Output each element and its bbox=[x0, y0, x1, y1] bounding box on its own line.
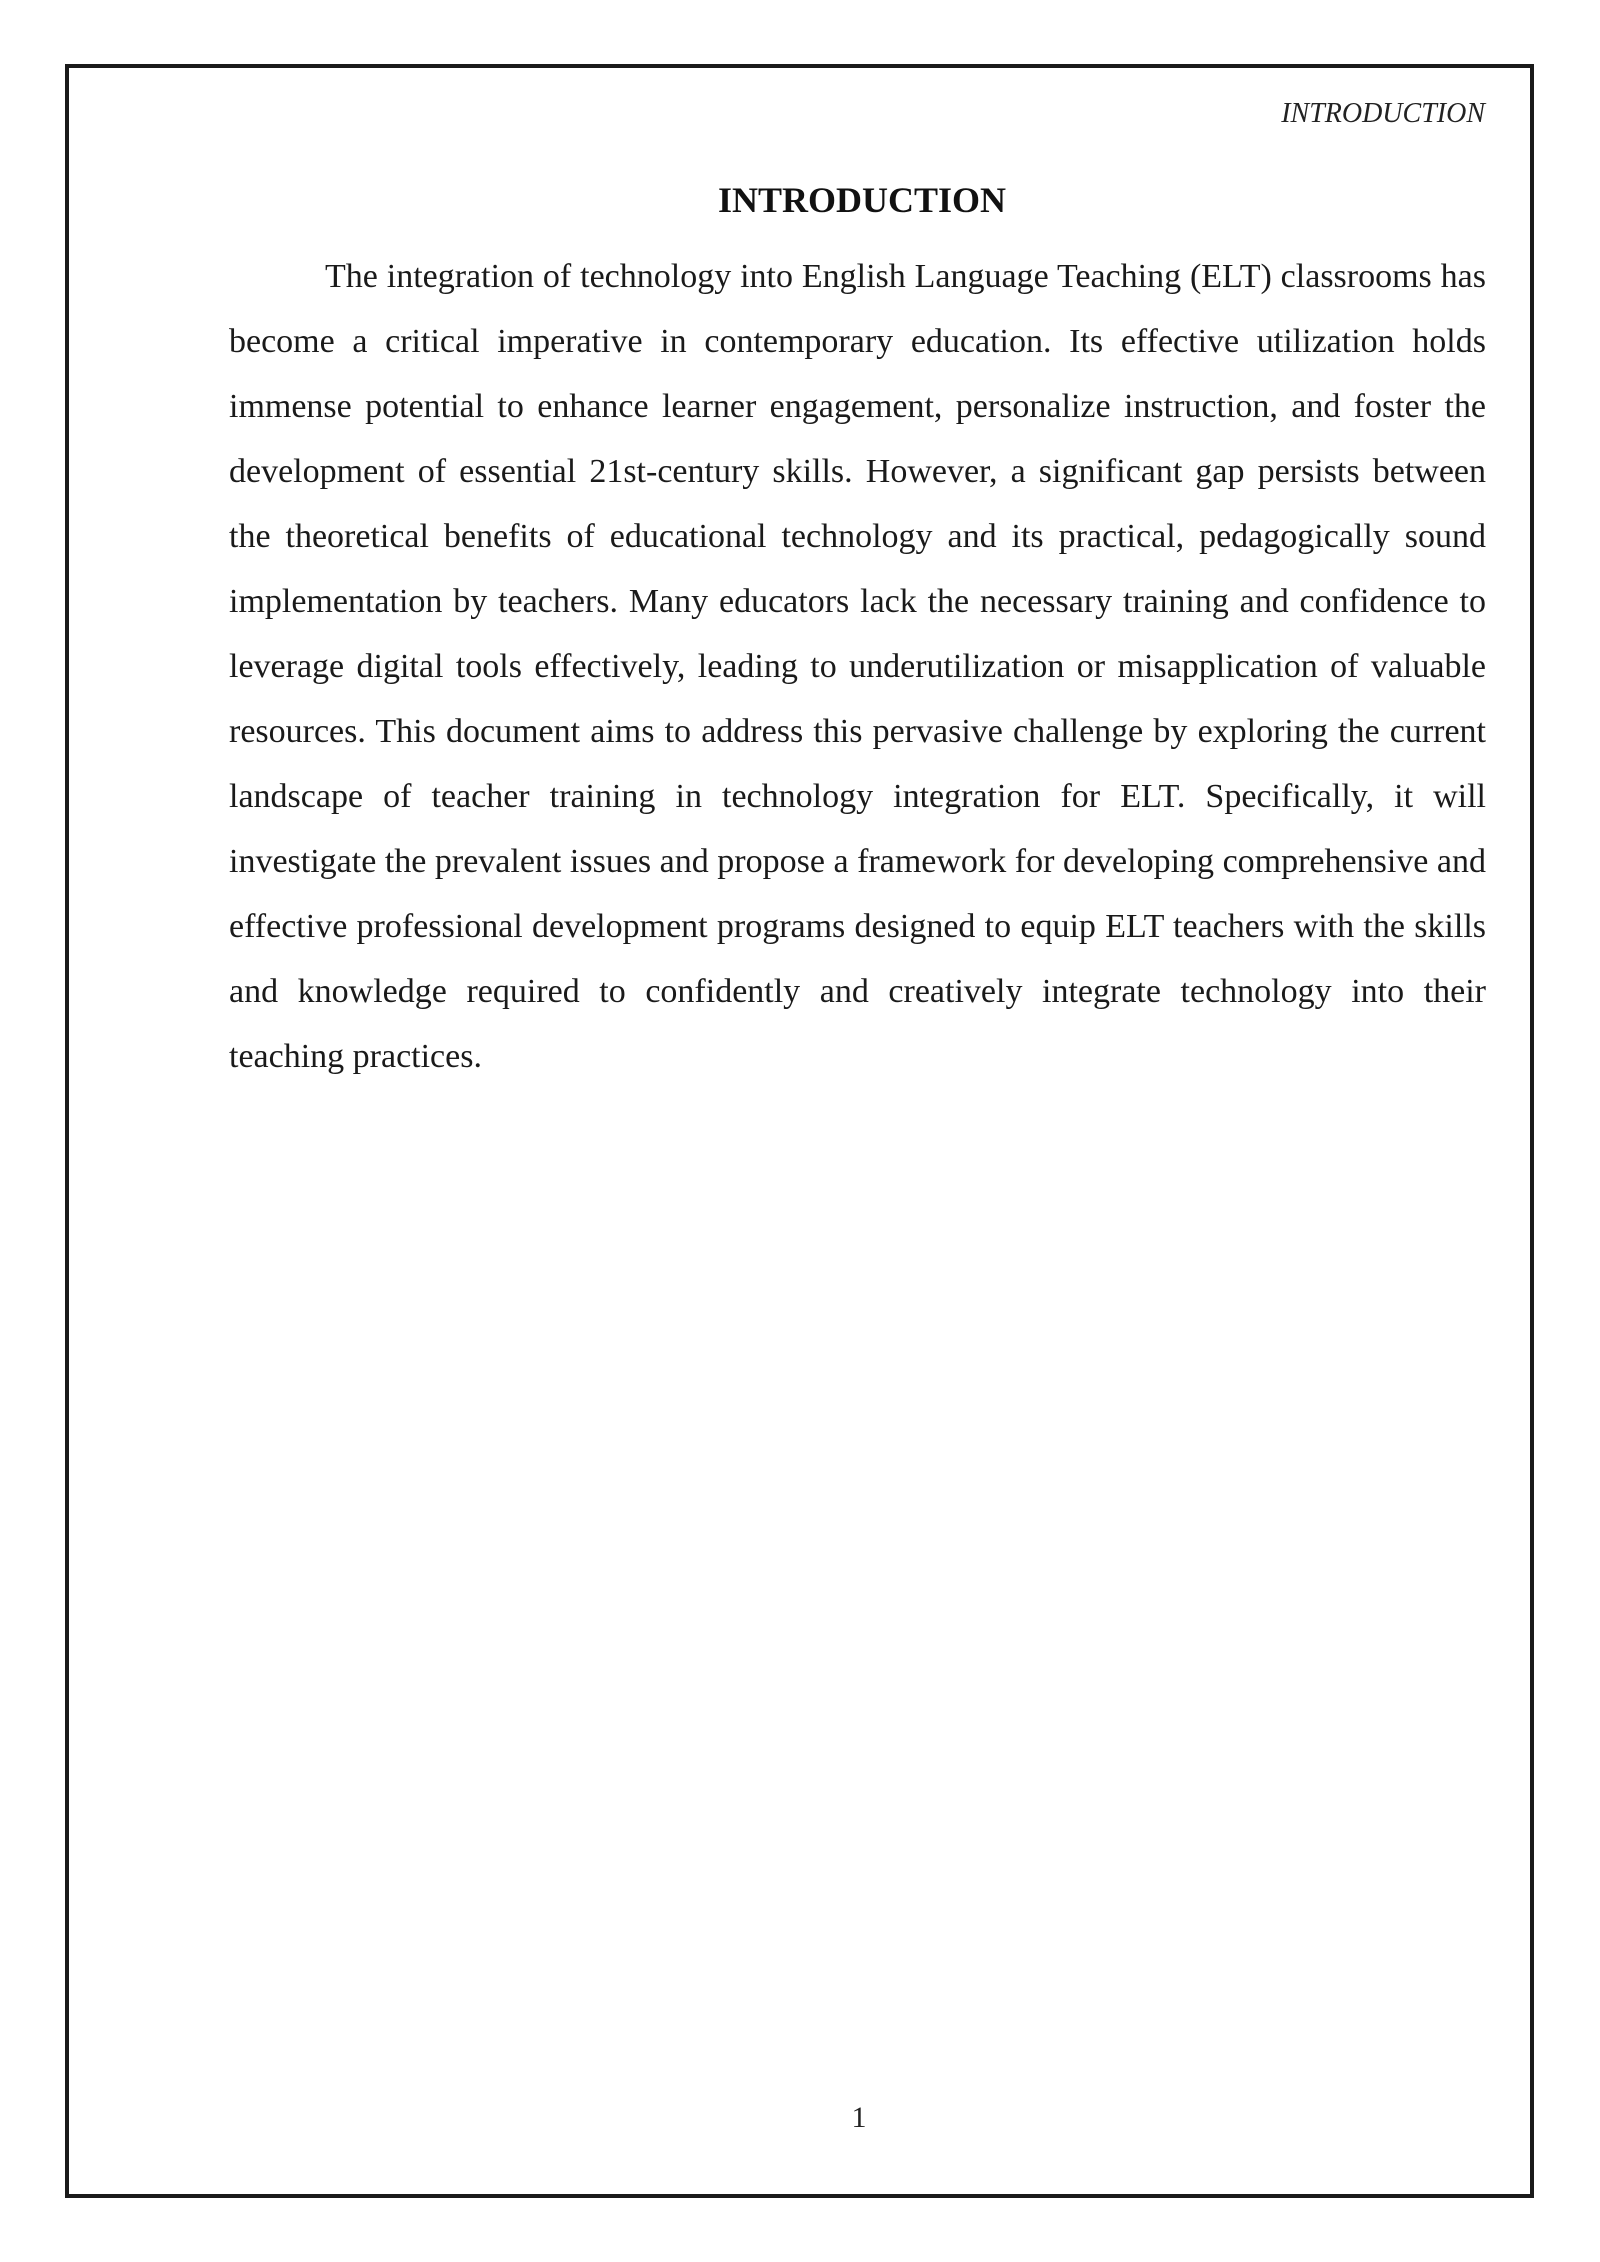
page-number: 1 bbox=[851, 2101, 867, 2134]
running-header: INTRODUCTION bbox=[1281, 98, 1485, 129]
page-title: INTRODUCTION bbox=[717, 180, 1007, 221]
body-paragraph: The integration of technology into English Language Teaching (ELT) classrooms has become a critical imperative in contemporary education. Its effective utilization holds immense potential to enhance learner engagement, personalize instruction, and foster the development of essential 21st-century skills. However, a significant gap persists between the theoretical benefits of educational technology and its practical, pedagogically sound implementation by teachers. Many educators lack the necessary training and confidence to leverage digital tools effectively, leading to underutilization or misapplication of valuable resources. This document aims to address this pervasive challenge by exploring the current landscape of teacher training in technology integration for ELT. Specifically, it will investigate the prevalent issues and propose a framework for developing comprehensive and effective professional development programs designed to equip ELT teachers with the skills and knowledge required to confidently and creatively integrate technology into their teaching practices. bbox=[229, 258, 1486, 1075]
